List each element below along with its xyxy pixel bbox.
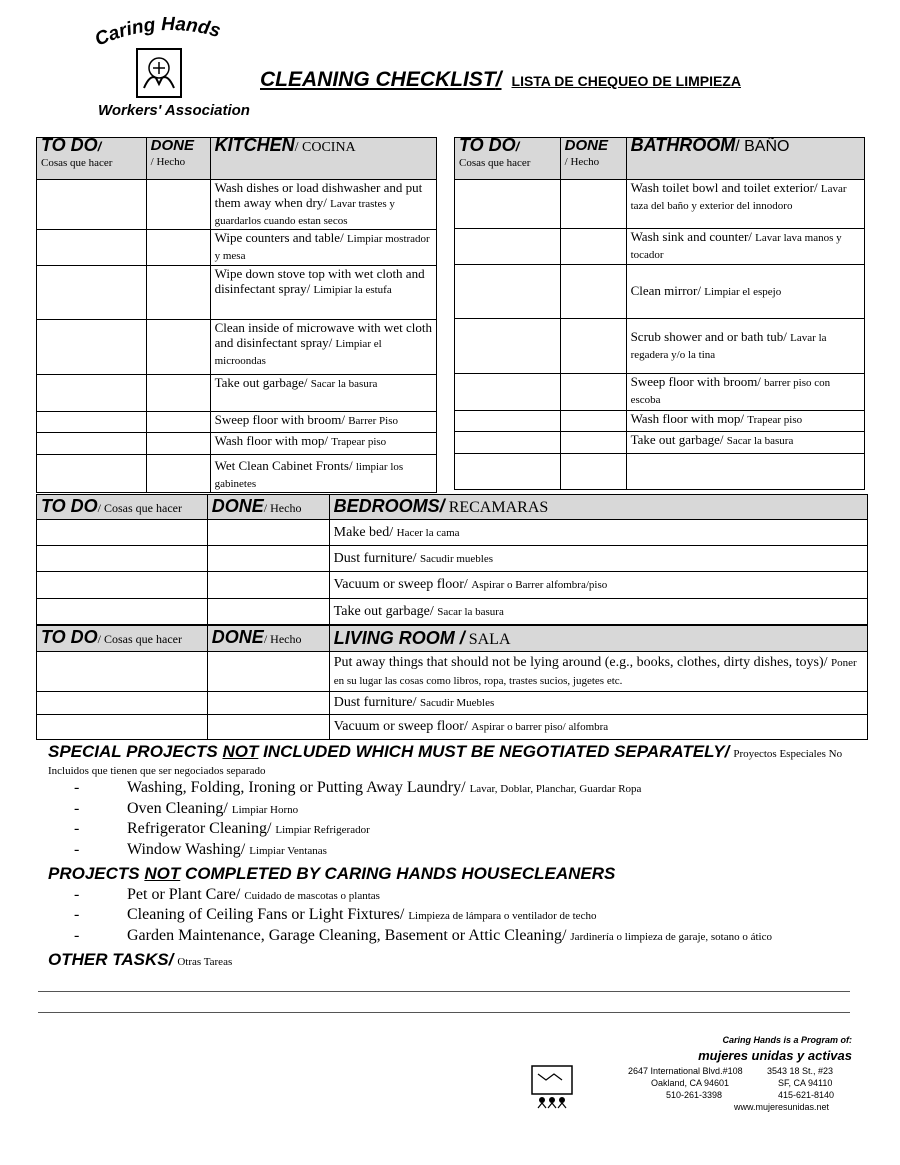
- page-title: CLEANING CHECKLIST/ LISTA DE CHEQUEO DE LIMPIEZA: [260, 68, 741, 91]
- todo-cell[interactable]: [37, 230, 147, 266]
- list-item: Washing, Folding, Ironing or Putting Away Laundry/ Lavar, Doblar, Planchar, Guardar Ropa: [127, 779, 642, 796]
- bedrooms-heading-es: RECAMARAS: [444, 499, 549, 516]
- dash: -: [74, 820, 80, 837]
- table-row: [455, 319, 865, 374]
- task-cell: Vacuum or sweep floor/ Aspirar o barrer piso/ alfombra: [329, 715, 867, 740]
- list-item: Pet or Plant Care/ Cuidado de mascotas o plantas: [127, 886, 380, 903]
- living-heading-es: SALA: [464, 630, 511, 648]
- done-cell[interactable]: [560, 454, 626, 490]
- table-row: [37, 320, 437, 375]
- done-cell[interactable]: [207, 599, 329, 625]
- table-row: [37, 520, 868, 546]
- table-row: [37, 652, 868, 692]
- task-cell: Take out garbage/ Sacar la basura: [329, 599, 867, 625]
- list-item: Window Washing/ Limpiar Ventanas: [127, 841, 327, 858]
- todo-cell[interactable]: [455, 229, 561, 265]
- done-cell[interactable]: [146, 433, 210, 455]
- svg-text:Caring Hands: Caring Hands: [92, 13, 223, 51]
- done-cell[interactable]: [207, 572, 329, 599]
- task-cell: Dust furniture/ Sacudir Muebles: [329, 692, 867, 715]
- footer-org-name: mujeres unidas y activas: [698, 1048, 852, 1063]
- table-row: [37, 433, 437, 455]
- done-cell[interactable]: [146, 230, 210, 266]
- dash: -: [74, 841, 80, 858]
- kitchen-table: [36, 137, 437, 493]
- todo-cell[interactable]: [455, 265, 561, 319]
- todo-cell[interactable]: [37, 433, 147, 455]
- todo-cell[interactable]: [37, 572, 208, 599]
- todo-cell[interactable]: [37, 715, 208, 740]
- todo-label: TO DO: [41, 627, 98, 647]
- kitchen-heading-es: / COCINA: [294, 140, 356, 155]
- todo-cell[interactable]: [37, 599, 208, 625]
- todo-cell[interactable]: [455, 319, 561, 374]
- todo-cell[interactable]: [37, 375, 147, 412]
- todo-slash: /: [515, 139, 520, 154]
- task-cell: Make bed/ Hacer la cama: [329, 520, 867, 546]
- task-cell: Take out garbage/ Sacar la basura: [210, 375, 436, 412]
- done-cell[interactable]: [207, 520, 329, 546]
- dash: -: [74, 906, 80, 923]
- done-cell[interactable]: [560, 319, 626, 374]
- done-cell[interactable]: [560, 229, 626, 265]
- done-es: / Hecho: [564, 156, 600, 168]
- done-es: / Hecho: [150, 156, 186, 168]
- write-in-line-1[interactable]: [38, 991, 850, 992]
- dash: -: [74, 779, 80, 796]
- task-cell: Sweep floor with broom/ barrer piso con escoba: [626, 374, 864, 411]
- todo-cell[interactable]: [37, 692, 208, 715]
- done-cell[interactable]: [146, 455, 210, 493]
- special-projects-heading: SPECIAL PROJECTS NOT INCLUDED WHICH MUST BE NEGOTIATED SEPARATELY/ Proyectos Especiales No Incluidos que tienen que ser negociados separado: [48, 742, 843, 777]
- logo-arc-text: [90, 12, 250, 52]
- task-cell: Put away things that should not be lying around (e.g., books, clothes, dirty dishes, toys)/ Poner en su lugar las cosas como libros, ropa, trastes sucios, jugetes etc.: [329, 652, 867, 692]
- table-row: [455, 374, 865, 411]
- footer-address-1: 2647 International Blvd.#108: [628, 1066, 743, 1076]
- task-cell: [626, 454, 864, 490]
- todo-label: TO DO: [41, 135, 98, 155]
- list-item: Oven Cleaning/ Limpiar Horno: [127, 800, 299, 817]
- todo-es: Cosas que hacer: [41, 157, 113, 169]
- other-tasks-heading: OTHER TASKS/ Otras Tareas: [48, 950, 233, 969]
- table-row: [455, 180, 865, 229]
- table-row: [37, 375, 437, 412]
- done-cell[interactable]: [207, 715, 329, 740]
- bedrooms-heading: BEDROOMS/: [333, 496, 445, 516]
- kitchen-header-row: [37, 138, 437, 180]
- done-label: DONE: [211, 627, 264, 647]
- task-cell: Wash toilet bowl and toilet exterior/ Lavar taza del baño y exterior del innodoro: [626, 180, 864, 229]
- done-cell[interactable]: [146, 266, 210, 320]
- bathroom-heading-es: / BAÑO: [735, 138, 790, 155]
- table-row: [37, 546, 868, 572]
- living-room-table: [36, 625, 868, 740]
- todo-cell[interactable]: [37, 180, 147, 230]
- todo-cell[interactable]: [37, 546, 208, 572]
- task-cell: Wipe counters and table/ Limpiar mostrador y mesa: [210, 230, 436, 266]
- table-row: [455, 432, 865, 454]
- dash: -: [74, 927, 80, 944]
- write-in-line-2[interactable]: [38, 1012, 850, 1013]
- logo-bottom-text: Workers' Association: [98, 102, 250, 119]
- table-row: [455, 265, 865, 319]
- bathroom-header-row: [455, 138, 865, 180]
- table-row: [455, 411, 865, 432]
- table-row: [37, 230, 437, 266]
- footer-phone-1: 510-261-3398: [666, 1090, 723, 1100]
- table-row: [455, 229, 865, 265]
- task-cell: Wash floor with mop/ Trapear piso: [626, 411, 864, 432]
- task-cell: Wash sink and counter/ Lavar lava manos y tocador: [626, 229, 864, 265]
- done-cell[interactable]: [207, 546, 329, 572]
- task-cell: Sweep floor with broom/ Barrer Piso: [210, 412, 436, 433]
- footer-phone-2: 415-621-8140: [778, 1090, 835, 1100]
- done-label: DONE: [150, 137, 195, 154]
- table-row: [37, 692, 868, 715]
- todo-cell[interactable]: [37, 412, 147, 433]
- done-label: DONE: [564, 137, 608, 154]
- todo-cell[interactable]: [455, 411, 561, 432]
- todo-cell[interactable]: [37, 320, 147, 375]
- task-cell: Clean mirror/ Limpiar el espejo: [626, 265, 864, 319]
- todo-label: TO DO: [459, 135, 516, 155]
- done-cell[interactable]: [560, 432, 626, 454]
- bathroom-heading: BATHROOM: [630, 135, 736, 155]
- done-cell[interactable]: [146, 180, 210, 230]
- task-cell: Wash dishes or load dishwasher and put them away when dry/ Lavar trastes y guardarlos cuando estan secos: [210, 180, 436, 230]
- footer-address-2: 3543 18 St., #23: [767, 1066, 834, 1076]
- done-cell[interactable]: [560, 374, 626, 411]
- done-cell[interactable]: [146, 412, 210, 433]
- kitchen-heading: KITCHEN: [214, 135, 295, 155]
- logo: [90, 12, 250, 124]
- todo-es: Cosas que hacer: [459, 157, 531, 169]
- done-cell[interactable]: [560, 180, 626, 229]
- task-cell: Dust furniture/ Sacudir muebles: [329, 546, 867, 572]
- table-row: [37, 180, 437, 230]
- mujeres-unidas-logo-icon: [526, 1064, 578, 1110]
- done-cell[interactable]: [146, 375, 210, 412]
- table-row: [37, 715, 868, 740]
- list-item: Refrigerator Cleaning/ Limpiar Refrigerador: [127, 820, 370, 837]
- table-row: [37, 572, 868, 599]
- not-completed-heading: PROJECTS NOT COMPLETED BY CARING HANDS HOUSECLEANERS: [48, 864, 616, 883]
- hands-emblem-icon: [136, 48, 182, 98]
- list-item: Garden Maintenance, Garage Cleaning, Basement or Attic Cleaning/ Jardinería o limpieza de garaje, sotano o ático: [127, 927, 772, 944]
- bedrooms-header-row: [37, 495, 868, 520]
- task-cell: Wash floor with mop/ Trapear piso: [210, 433, 436, 455]
- footer-city-1: Oakland, CA 94601: [651, 1078, 730, 1088]
- task-cell: Wipe down stove top with wet cloth and disinfectant spray/ Limipiar la estufa: [210, 266, 436, 320]
- table-row: [37, 599, 868, 625]
- todo-label: TO DO: [41, 495, 98, 516]
- footer-program-label: Caring Hands is a Program of:: [722, 1035, 852, 1045]
- done-cell[interactable]: [207, 692, 329, 715]
- done-cell[interactable]: [560, 265, 626, 319]
- footer-city-2: SF, CA 94110: [778, 1078, 833, 1088]
- done-es: / Hecho: [263, 500, 302, 515]
- done-cell[interactable]: [146, 320, 210, 375]
- table-row: [37, 266, 437, 320]
- task-cell: Take out garbage/ Sacar la basura: [626, 432, 864, 454]
- todo-cell[interactable]: [37, 266, 147, 320]
- todo-slash: /: [97, 139, 102, 154]
- footer-website[interactable]: www.mujeresunidas.net: [734, 1102, 830, 1112]
- done-cell[interactable]: [207, 652, 329, 692]
- todo-es: / Cosas que hacer: [97, 500, 182, 515]
- living-heading: LIVING ROOM /: [333, 627, 465, 648]
- todo-cell[interactable]: [455, 180, 561, 229]
- dash: -: [74, 886, 80, 903]
- table-row: [37, 455, 437, 493]
- done-es: / Hecho: [263, 632, 302, 646]
- task-cell: Clean inside of microwave with wet cloth and disinfectant spray/ Limpiar el microondas: [210, 320, 436, 375]
- done-label: DONE: [211, 495, 264, 516]
- task-cell: Vacuum or sweep floor/ Aspirar o Barrer alfombra/piso: [329, 572, 867, 599]
- todo-cell[interactable]: [37, 455, 147, 493]
- bathroom-table: [454, 137, 865, 490]
- table-row: [37, 412, 437, 433]
- todo-cell[interactable]: [455, 454, 561, 490]
- task-cell: Wet Clean Cabinet Fronts/ limpiar los gabinetes: [210, 455, 436, 493]
- todo-cell[interactable]: [455, 432, 561, 454]
- bedrooms-table: [36, 494, 868, 625]
- list-item: Cleaning of Ceiling Fans or Light Fixtures/ Limpieza de lámpara o ventilador de techo: [127, 906, 597, 923]
- dash: -: [74, 800, 80, 817]
- todo-cell[interactable]: [455, 374, 561, 411]
- todo-cell[interactable]: [37, 652, 208, 692]
- table-row: [455, 454, 865, 490]
- todo-es: / Cosas que hacer: [97, 632, 182, 646]
- done-cell[interactable]: [560, 411, 626, 432]
- living-header-row: [37, 626, 868, 652]
- task-cell: Scrub shower and or bath tub/ Lavar la regadera y/o la tina: [626, 319, 864, 374]
- todo-cell[interactable]: [37, 520, 208, 546]
